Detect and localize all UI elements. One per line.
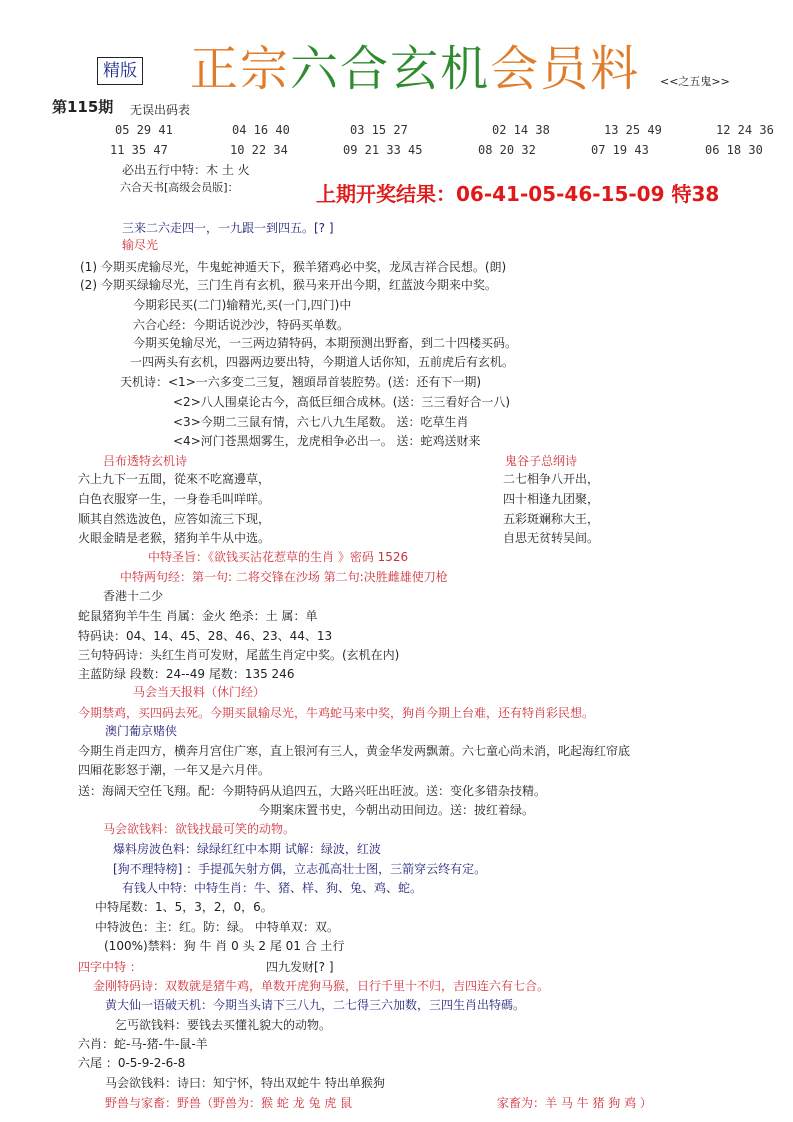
poem-line: 火眼金睛是老猴，猪狗羊牛从中选。 xyxy=(78,531,271,545)
poem-line: 顺其自然选波色，应答如流三下现， xyxy=(78,512,271,526)
section-heading: 鬼谷子总纲诗 xyxy=(505,454,578,468)
text-line: 六肖：蛇-马-猪-牛-鼠-羊 xyxy=(78,1037,208,1051)
poem-line: 二七相争八开出， xyxy=(503,472,600,486)
title-char: 会 xyxy=(490,41,541,97)
number-group: 06 18 30 xyxy=(705,143,763,157)
title-char: 宗 xyxy=(240,41,291,97)
text-line: 中特两句经：第一句: 二将交锋在沙场 第二句:决胜雌雄使刀枪 xyxy=(120,570,448,584)
section-heading: 香港十二少 xyxy=(103,589,164,603)
section-heading: 吕布透特玄机诗 xyxy=(103,454,188,468)
text-line: 今期案床置书史，今朝出动田间边。送：披红着绿。 xyxy=(258,803,535,817)
text-line: 今期彩民买(二门)输精光,买(一门,四门)中 xyxy=(133,298,352,312)
title-char: 料 xyxy=(590,41,641,97)
text-line: (1) 今期买虎输尽光，牛鬼蛇神遁天下，猴羊猪鸡必中奖，龙凤吉祥合民想。(朗) xyxy=(80,260,507,274)
section-heading: 马会当天报料（休门经） xyxy=(133,685,266,699)
text-line: 送：海阔天空任飞翔。配：今期特码从追四五，大路兴旺出旺波。送：变化多错杂技精。 xyxy=(78,784,547,798)
edition-badge: 精版 xyxy=(97,57,143,85)
text-line: 六尾 ：0-5-9-2-6-8 xyxy=(78,1056,186,1070)
poem-line: 白色衣服穿一生，一身卷毛叫咩咩。 xyxy=(78,492,271,506)
text-line: 家畜为：羊 马 牛 猪 狗 鸡 ） xyxy=(497,1096,652,1110)
text-line: (2) 今期买绿输尽光，三门生肖有玄机，猴马来开出今期，红蓝波今期来中奖。 xyxy=(80,278,497,292)
text-line: 有钱人中特：中特生肖：牛、猪、样、狗、兔、鸡、蛇。 xyxy=(122,881,423,895)
page-title xyxy=(190,40,640,98)
text-line: 今期买兔输尽光，一三两边猜特码，本期预测出野畜，到二十四楼买码。 xyxy=(133,336,518,350)
section-heading: 输尽光 xyxy=(122,238,159,252)
title-char: 正 xyxy=(190,41,241,97)
text-line: 中特波色：主：红。防：绿。 中特单双：双。 xyxy=(95,920,339,934)
text-line: 三句特码诗：头红生肖可发财，尾蓝生肖定中奖。(玄机在内) xyxy=(78,648,400,662)
text-line: <3>今期二三鼠有情，六七八九生尾数。 送：吃草生肖 xyxy=(173,415,469,429)
title-char: 机 xyxy=(440,41,491,97)
table-title: 无误出码表 xyxy=(130,103,191,117)
section-heading: 四字中特 ： xyxy=(78,960,142,974)
section-heading: 马会欲钱料：欲钱找最可笑的动物。 xyxy=(103,822,296,836)
number-group: 13 25 49 xyxy=(604,123,662,137)
text-line: <4>河门苍黑烟雾生，龙虎相争必出一。 送：蛇鸡送财来 xyxy=(173,434,481,448)
text-line: 爆料房波色料：绿绿红红中本期 试解：绿波，红波 xyxy=(113,842,381,856)
last-result: 上期开奖结果：06-41-05-46-15-09 特38 xyxy=(316,182,720,206)
text-line: 四厢花影怒于潮，一年又是六月伴。 xyxy=(78,763,271,777)
poem-line: 五彩斑斓称大王， xyxy=(503,512,600,526)
text-line: 中特尾数：1、5，3，2，0，6。 xyxy=(95,900,273,914)
title-char: 玄 xyxy=(390,41,441,97)
number-group: 12 24 36 xyxy=(716,123,774,137)
text-line: 六合心经：今期话说沙沙，特码买单数。 xyxy=(133,318,350,332)
text-line: (100%)禁料：狗 牛 肖 0 头 2 尾 01 合 土行 xyxy=(104,939,345,953)
text-line: 一四两头有玄机，四器两边要出特，今期道人话你知，五前虎后有玄机。 xyxy=(130,355,515,369)
text-line: 野兽与家畜：野兽（野兽为：猴 蛇 龙 兔 虎 鼠 xyxy=(105,1096,353,1110)
title-char: 合 xyxy=(340,41,391,97)
text-line: 黄大仙一语破天机：今期当头请下三八九，二七得三六加数，三四生肖出特碼。 xyxy=(105,998,526,1012)
number-group: 07 19 43 xyxy=(591,143,649,157)
text-line: <2>八人围桌论古今，高低巨细合成林。(送：三三看好合一八) xyxy=(173,395,511,409)
section-heading: 澳门葡京赌侠 xyxy=(105,724,178,738)
text-line: 三来二六走四一，一九跟一到四五。[? ] xyxy=(122,221,334,235)
text-line: 今期生肖走四方，横奔月宫住广寒，直上银河有三人，黄金华发两飘萧。六七童心尚未消，叱起海红帘底 xyxy=(78,744,631,758)
text-line: 中特圣旨：《欲钱买沾花惹草的生肖 》密码 1526 xyxy=(148,550,409,564)
text-line: 六合天书[高级会员版]： xyxy=(120,181,239,194)
number-group: 02 14 38 xyxy=(492,123,550,137)
number-group: 10 22 34 xyxy=(230,143,288,157)
text-line: 马会欲钱料：诗曰：知宁怀，特出双蛇牛 特出单猴狗 xyxy=(105,1076,385,1090)
title-char: 六 xyxy=(290,41,341,97)
text-line: 必出五行中特：木 土 火 xyxy=(122,163,250,177)
text-line: 乞丐欲钱料：要钱去买懂礼貌大的动物。 xyxy=(115,1018,332,1032)
number-group: 04 16 40 xyxy=(232,123,290,137)
text-line: 特码诀：04、14、45、28、46、23、44、13 xyxy=(78,629,333,643)
number-group: 08 20 32 xyxy=(478,143,536,157)
poem-line: 四十相逢九团聚， xyxy=(503,492,600,506)
text-line: 四九发财[? ] xyxy=(266,960,334,974)
number-group: 05 29 41 xyxy=(115,123,173,137)
poem-line: 六上九下一五間，從來不吃窩邊草， xyxy=(78,472,271,486)
subtitle: <<之五鬼>> xyxy=(660,75,730,88)
number-group: 11 35 47 xyxy=(110,143,168,157)
text-line: 蛇鼠猪狗羊牛生 肖属：金火 绝杀：土 属：单 xyxy=(78,609,318,623)
text-line: [狗不理特榜] ：手提孤矢射方偶，立志孤高壮士图，三箭穿云终有定。 xyxy=(113,862,487,876)
issue-number: 第115期 xyxy=(52,98,114,116)
text-line: 主蓝防绿 段数：24--49 尾数：135 246 xyxy=(78,667,295,681)
number-group: 09 21 33 45 xyxy=(343,143,423,157)
text-line: 金刚特码诗：双数就是猪牛鸡，单数开虎狗马猴，日行千里十不归，吉四连六有七合。 xyxy=(93,979,550,993)
poem-line: 自思无贫转吴间。 xyxy=(503,531,600,545)
text-line: 今期禁鸡，买四码去死。今期买鼠输尽光，牛鸡蛇马来中奖，狗肖今期上台难，还有特肖彩民想。 xyxy=(78,706,595,720)
title-char: 员 xyxy=(540,41,591,97)
number-group: 03 15 27 xyxy=(350,123,408,137)
text-line: 天机诗：<1>一六多变二三复，翘頭昂首装腔势。(送：还有下一期) xyxy=(120,375,482,389)
